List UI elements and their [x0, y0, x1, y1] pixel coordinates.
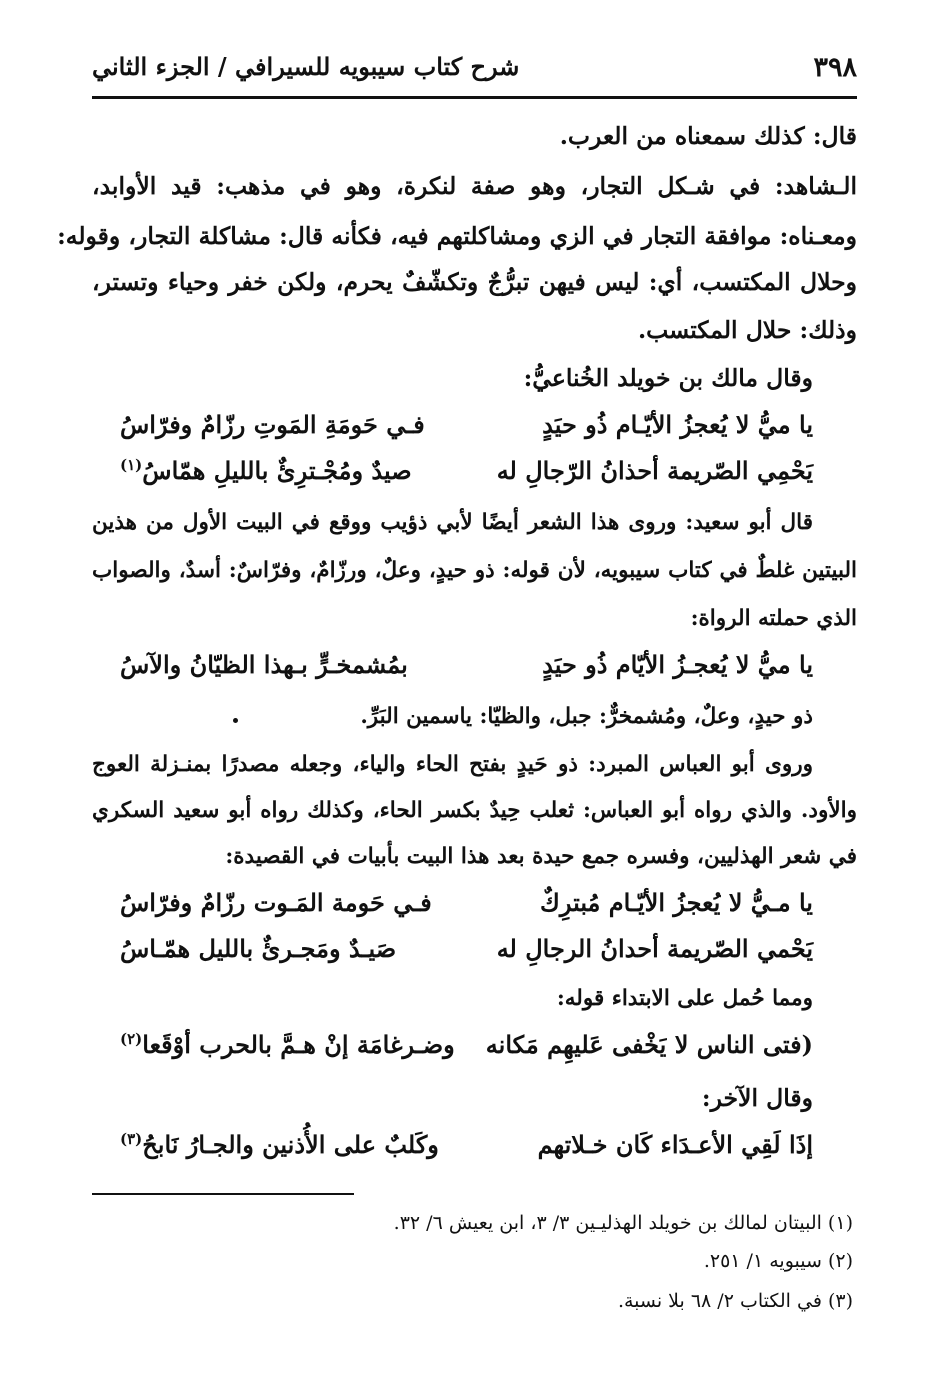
- verse-line: [120, 650, 813, 690]
- verse-hemistich-first: إذَا لَقِي الأعـدَاء كَان خـلاتهم: [537, 1130, 813, 1159]
- footnote-marker: (٢): [120, 1030, 143, 1048]
- verse-hemistich-first: يا ميُّ لا يُعجـزُ الأيّام ذُو حيَدٍ: [542, 650, 813, 679]
- footnote: (٢) سيبويه ١/ ٢٥١.: [703, 1250, 853, 1272]
- verse-hemistich-second: فـي حَومة المَـوت رزّامٌ وفرّاسُ: [120, 888, 432, 917]
- footnote-divider: [92, 1193, 354, 1195]
- verse-hemistich-first: يا ميُّ لا يُعجزُ الأيّـام ذُو حيَدٍ: [542, 410, 813, 439]
- page-number: ٣٩٨: [813, 52, 857, 83]
- paragraph-line: وروى أبو العباس المبرد: ذو حَيدٍ بفتح الحاء والياء، وجعله مصدرًا بمنـزلة العوج: [92, 752, 813, 777]
- paragraph-line: وحلال المكتسب، أي: ليس فيهن تبرُّجٌ وتكشّفٌ يحرم، ولكن خفر وحياء وتستر،: [92, 268, 857, 296]
- verse-hemistich-first: يَحْمِي الصّريمة أحذانُ الرّجالِ له: [496, 456, 813, 485]
- verse-line: [120, 934, 813, 974]
- paragraph-line: البيتين غلطٌ في كتاب سيبويه، لأن قوله: ذو حيدٍ، وعلٌ، ورزّامٌ، وفرّاسٌ: أسدٌ، والصواب: [92, 558, 857, 583]
- verse-line: [120, 410, 813, 450]
- paragraph-line: في شعر الهذليين، وفسره جمع حيدة بعد هذا البيت بأبيات في القصيدة:: [225, 844, 857, 869]
- footnote: (١) البيتان لمالك بن خويلد الهذليـين ٣/ ٣، ابن يعيش ٦/ ٣٢.: [393, 1212, 853, 1234]
- paragraph-line: ومعـناه: موافقة التجار في الزي ومشاكلتهم فيه، فكأنه قال: مشاكلة التجار، وقوله:: [57, 222, 857, 250]
- paragraph-line: الذي حملته الرواة:: [690, 606, 857, 631]
- verse-line: [120, 1130, 813, 1170]
- verse-hemistich-second: فـي حَومَةِ المَوتِ رزّامٌ وفرّاسُ: [120, 410, 425, 439]
- verse-hemistich-second: صيدٌ ومُجْـترِئٌ بالليلِ همّاسُ$^{(١)}$: [120, 456, 412, 485]
- paragraph-line: الـشاهد: في شـكل التجار، وهو صفة لنكرة، وهو في مذهب: قيد الأوابد،: [92, 172, 857, 200]
- verse-hemistich-first: يا مـيُّ لا يُعجزُ الأيّـام مُبترِكٌ: [540, 888, 813, 917]
- paragraph-line: قال: كذلك سمعناه من العرب.: [559, 122, 857, 150]
- footnote-marker: (١): [120, 456, 143, 474]
- running-title: شرح كتاب سيبويه للسيرافي / الجزء الثاني: [92, 52, 520, 81]
- verse-line: [120, 888, 813, 928]
- verse-hemistich-second: صَيـدٌ ومَجـرئٌ بالليل همّـاسُ: [120, 934, 397, 963]
- stray-dot: [233, 718, 238, 723]
- page-header: [92, 40, 857, 99]
- verse-line: [120, 456, 813, 496]
- footnote: (٣) في الكتاب ٢/ ٦٨ بلا نسبة.: [617, 1290, 853, 1312]
- verse-intro: وقال مالك بن خويلد الخُناعيُّ:: [523, 364, 813, 392]
- verse-hemistich-second: وكَلبٌ على الأُذنين والجـارُ نَابحُ$^{(٣)}$: [120, 1130, 439, 1159]
- footnote-marker: (٣): [120, 1130, 143, 1148]
- verse-intro: ومما حُمل على الابتداء قوله:: [556, 986, 813, 1011]
- paragraph-line: والأود. والذي رواه أبو العباس: ثعلب حِيدٌ بكسر الحاء، وكذلك رواه أبو سعيد السكري: [92, 798, 857, 823]
- verse-intro: وقال الآخر:: [701, 1084, 813, 1112]
- gloss-line: ذو حيدٍ، وعلٌ، ومُشمخرٌّ: جبل، والظيّا: ياسمين البَرِّ.: [360, 704, 813, 729]
- paragraph-line: قال أبو سعيد: وروى هذا الشعر أيضًا لأبي ذؤيب ووقع في البيت الأول من هذين: [92, 510, 813, 535]
- verse-hemistich-second: بمُشمخـرٍّ بـهذا الظيّانُ والآسُ: [120, 650, 408, 679]
- verse-hemistich-first: يَحْمي الصّريمة أحدانُ الرجالِ له: [496, 934, 813, 963]
- verse-hemistich-second: وضـرغامَة إنْ هـمَّ بالحرب أوْقَعا$^{(٢)}$: [120, 1030, 455, 1059]
- verse-line: [120, 1030, 813, 1070]
- verse-hemistich-first: (فتى الناس لا يَخْفى عَليهِم مَكانه: [485, 1030, 813, 1059]
- paragraph-line: وذلك: حلال المكتسب.: [637, 316, 857, 344]
